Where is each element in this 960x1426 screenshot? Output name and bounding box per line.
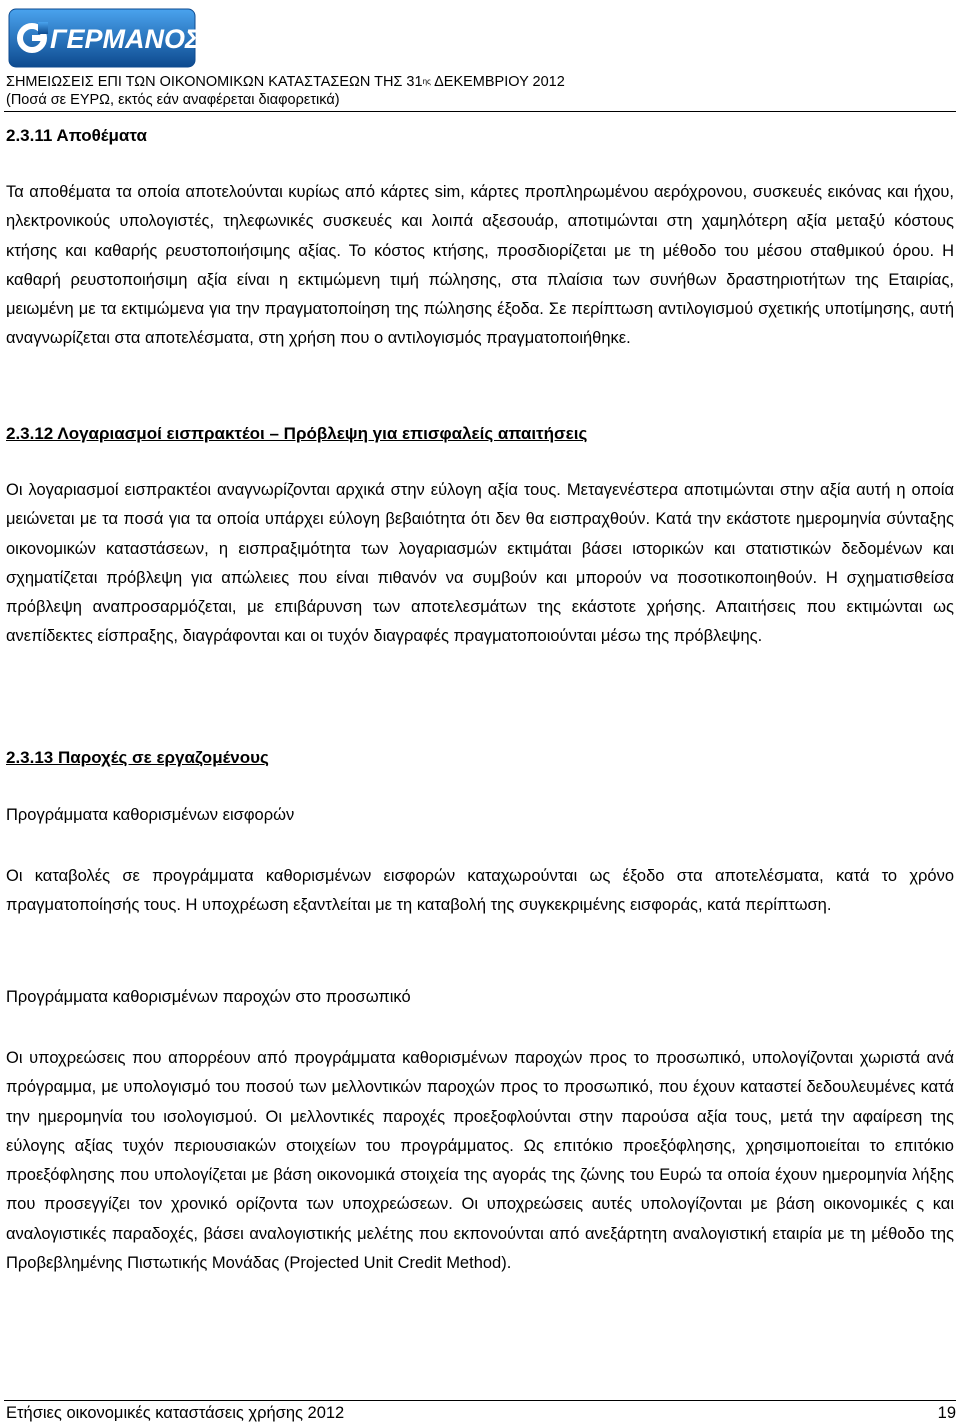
notes-header-subtitle: (Ποσά σε ΕΥΡΩ, εκτός εάν αναφέρεται διαφορετικά) (6, 92, 340, 108)
subheading-defined-contribution: Προγράμματα καθορισμένων εισφορών (6, 806, 295, 824)
header-divider (4, 111, 956, 112)
subheading-defined-benefit: Προγράμματα καθορισμένων παροχών στο προσωπικό (6, 988, 411, 1006)
section-heading-inventories: 2.3.11 Αποθέματα (6, 126, 147, 145)
notes-header-title: ΣΗΜΕΙΩΣΕΙΣ ΕΠΙ ΤΩΝ ΟΙΚΟΝΟΜΙΚΩΝ ΚΑΤΑΣΤΑΣΕΩΝ ΤΗΣ $31^{\eta\varsigma}$ ΔΕΚΕΜΒΡΙΟΥ 2012 (6, 74, 565, 90)
section-heading-employee-benefits: 2.3.13 Παροχές σε εργαζομένους (6, 748, 269, 767)
paragraph-receivables: Οι λογαριασμοί εισπρακτέοι αναγνωρίζονται αρχικά στην εύλογη αξία τους. Μεταγενέστερα αποτιμώνται στην αξία αυτή η οποία μειώνεται με τα ποσά για τα οποία υπάρχει εύλογη βεβαιότητα ότι δεν θα εισπραχθούν. Κατά την εκάστοτε ημερομηνία σύνταξης οικονομικών καταστάσεων, η εισπραξιμότητα των λογαριασμών εκτιμάται βάσει ιστορικών και στατιστικών δεδομένων και σχηματίζεται πρόβλεψη για απώλειες που είναι πιθανόν να συμβούν και μπορούν να ποσοτικοποιηθούν. Η σχηματισθείσα πρόβλεψη αναπροσαρμόζεται, με επιβάρυνση των αποτελεσμάτων της εκάστοτε χρήσης. Απαιτήσεις που εκτιμώνται ως ανεπίδεκτες είσπραξης, διαγράφονται και οι τυχόν διαγραφές πραγματοποιούνται μέσω της πρόβλεψης. (6, 481, 954, 646)
section-heading-receivables: 2.3.12 Λογαριασμοί εισπρακτέοι – Πρόβλεψη για επισφαλείς απαιτήσεις (6, 424, 588, 443)
company-logo (8, 8, 196, 68)
footer-divider (4, 1400, 956, 1401)
paragraph-defined-benefit: Οι υποχρεώσεις που απορρέουν από προγράμματα καθορισμένων παροχών προς το προσωπικό, υπολογίζονται χωριστά ανά πρόγραμμα, με υπολογισμό του ποσού των μελλοντικών παροχών προς το προσωπικό, που έχουν καταστεί δεδουλευμένες κατά την ημερομηνία του ισολογισμού. Οι μελλοντικές παροχές προεξοφλούνται στην παρούσα αξία τους, μετά την αφαίρεση της εύλογης αξίας τυχόν περιουσιακών στοιχείων του προγράμματος. Ως επιτόκιο προεξόφλησης, χρησιμοποιείται το επιτόκιο προεξόφλησης που υπολογίζεται με βάση οικονομικά στοιχεία της αγοράς της ζώνης του Ευρώ τα οποία έχουν ημερομηνία λήξης που προσεγγίζει τον χρονικό ορίζοντα των υποχρεώσεων. Οι υποχρεώσεις αυτές υπολογίζονται με βάση οικονομικές ς και αναλογιστικές παραδοχές, βάσει αναλογιστικής μελέτης που εκπονούνται από ανεξάρτητη αναλογιστική εταιρία με τη μέθοδο της Προβεβλημένης Πιστωτικής Μονάδας (Projected Unit Credit Method). (6, 1049, 954, 1273)
paragraph-defined-contribution: Οι καταβολές σε προγράμματα καθορισμένων εισφορών καταχωρούνται ως έξοδο στα αποτελέσματα, κατά το χρόνο πραγματοποίησής τους. Η υποχρέωση εξαντλείται με τη καταβολή της συγκεκριμένης εισφοράς, κατά περίπτωση. (6, 867, 954, 915)
paragraph-inventories: Τα αποθέματα τα οποία αποτελούνται κυρίως από κάρτες sim, κάρτες προπληρωμένου αερόχρονου, συσκευές εικόνας και ήχου, ηλεκτρονικούς υπολογιστές, τηλεφωνικές συσκευές και λοιπά αξεσουάρ, αποτιμώνται στη χαμηλότερη αξία μεταξύ κόστους κτήσης και καθαρής ρευστοποιήσιμης αξίας. Το κόστος κτήσης, προσδιορίζεται με τη μέθοδο του μέσου σταθμικού όρου. Η καθαρή ρευστοποιήσιμη αξία είναι η εκτιμώμενη τιμή πώλησης, στα πλαίσια των συνήθων δραστηριοτήτων της Εταιρίας, μειωμένη με τα εκτιμώμενα για την πραγματοποίηση της πώλησης έξοδα. Σε περίπτωση αντιλογισμού σχετικής υποτίμησης, αυτή αναγνωρίζεται στα αποτελέσματα, στη χρήση που ο αντιλογισμός πραγματοποιήθηκε. (6, 183, 954, 348)
footer-title: Ετήσιες οικονομικές καταστάσεις χρήσης 2012 (6, 1404, 345, 1422)
page-number: 19 (937, 1404, 956, 1422)
logo-text: ΓΕΡΜΑΝΟΣ (50, 24, 196, 54)
